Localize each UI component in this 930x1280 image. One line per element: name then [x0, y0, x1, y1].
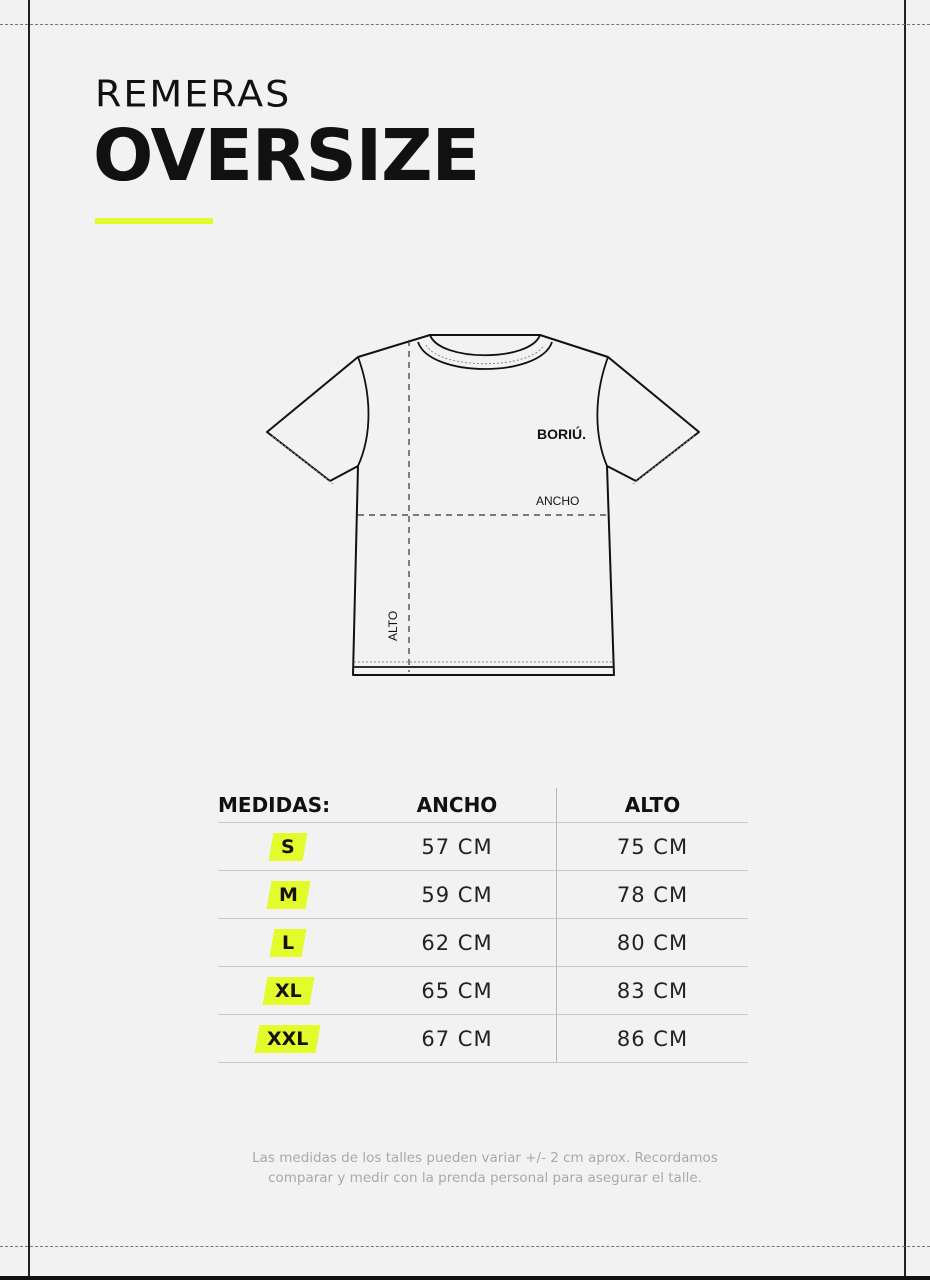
table-row — [218, 871, 748, 919]
size-cell — [218, 919, 358, 967]
size-badge: M — [266, 881, 310, 909]
right-border-line — [904, 0, 906, 1276]
sizing-footnote: Las medidas de los talles pueden variar +/- 2 cm aprox. Recordamos comparar y medir con la prenda personal para asegurar el talle. — [252, 1150, 718, 1186]
alto-cell: 78 CM — [557, 871, 749, 919]
alto-cell: 80 CM — [557, 919, 749, 967]
size-cell — [218, 871, 358, 919]
size-badge: L — [269, 929, 306, 957]
size-badge: XXL — [255, 1025, 321, 1053]
title-accent-bar — [95, 218, 213, 224]
ancho-cell: 67 CM — [358, 1015, 557, 1063]
header-alto: ALTO — [557, 788, 749, 823]
size-badge: S — [269, 833, 308, 861]
size-cell — [218, 967, 358, 1015]
brand-logo: BORIÚ. — [537, 426, 586, 442]
alto-cell: 86 CM — [557, 1015, 749, 1063]
ancho-cell: 59 CM — [358, 871, 557, 919]
table-row — [218, 1015, 748, 1063]
left-border-line — [28, 0, 30, 1276]
tshirt-outline — [267, 335, 699, 675]
size-table-header — [218, 788, 748, 823]
alto-cell: 75 CM — [557, 823, 749, 871]
table-row — [218, 967, 748, 1015]
table-row — [218, 823, 748, 871]
title-category: REMERAS — [95, 73, 292, 115]
bottom-cut-line — [0, 1246, 930, 1247]
ancho-cell: 62 CM — [358, 919, 557, 967]
size-table — [218, 788, 748, 1063]
ancho-cell: 65 CM — [358, 967, 557, 1015]
size-badge: XL — [262, 977, 314, 1005]
alto-cell: 83 CM — [557, 967, 749, 1015]
size-cell — [218, 823, 358, 871]
tshirt-diagram — [262, 330, 704, 682]
bottom-edge — [0, 1276, 930, 1280]
header-ancho: ANCHO — [358, 788, 557, 823]
title-product: OVERSIZE — [93, 114, 480, 197]
alto-label: ALTO — [386, 610, 400, 641]
table-row — [218, 919, 748, 967]
header-medidas: MEDIDAS: — [218, 788, 358, 823]
ancho-cell: 57 CM — [358, 823, 557, 871]
ancho-label: ANCHO — [536, 494, 580, 508]
size-cell — [218, 1015, 358, 1063]
top-cut-line — [0, 24, 930, 25]
